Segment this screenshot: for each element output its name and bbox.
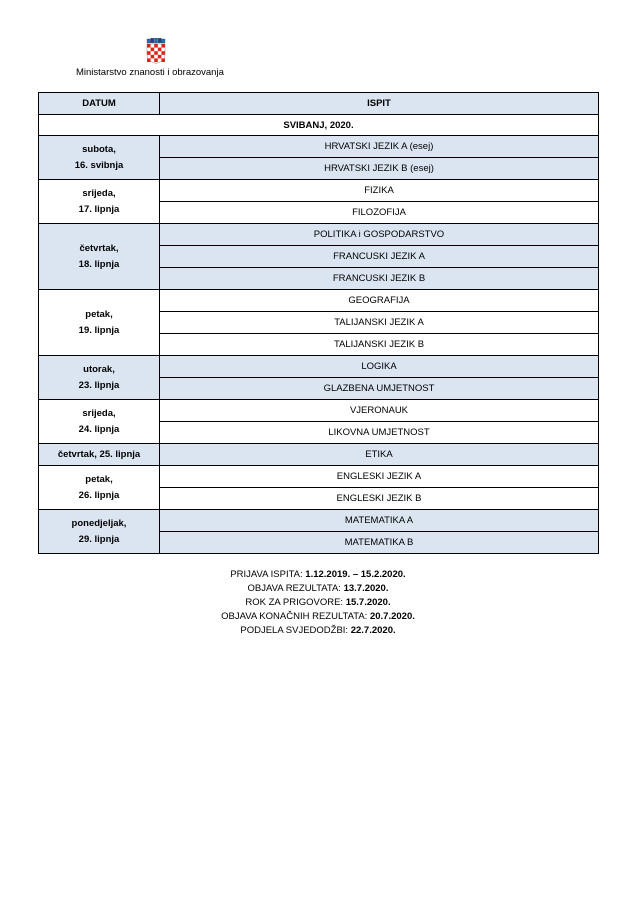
exam-subject: POLITIKA i GOSPODARSTVO: [160, 224, 599, 246]
exam-day: subota,: [82, 143, 116, 155]
info-label: ROK ZA PRIGOVORE:: [245, 597, 346, 608]
exam-date: 23. lipnja: [78, 379, 120, 391]
exam-date-cell: [39, 510, 160, 554]
exam-subject: LIKOVNA UMJETNOST: [160, 422, 599, 444]
exam-day: petak,: [85, 308, 113, 320]
exam-subject: FILOZOFIJA: [160, 202, 599, 224]
exam-subject: FRANCUSKI JEZIK A: [160, 246, 599, 268]
exam-date-cell: [39, 180, 160, 224]
exam-date: 29. lipnja: [78, 533, 120, 545]
column-header-date: DATUM: [39, 93, 160, 115]
exam-date-cell: [39, 444, 160, 466]
table-row: [39, 400, 599, 422]
table-row: [39, 444, 599, 466]
info-value: 1.12.2019. – 15.2.2020.: [305, 569, 406, 580]
info-line: [0, 582, 636, 596]
info-value: 13.7.2020.: [343, 583, 389, 594]
exam-subject: FRANCUSKI JEZIK B: [160, 268, 599, 290]
info-line: [0, 624, 636, 638]
exam-day: četvrtak,: [79, 242, 119, 254]
exam-subject: MATEMATIKA A: [160, 510, 599, 532]
exam-date: 26. lipnja: [78, 489, 120, 501]
exam-date-cell: [39, 136, 160, 180]
exam-date-cell: [39, 224, 160, 290]
table-row: [39, 356, 599, 378]
info-line: [0, 610, 636, 624]
exam-day: petak,: [85, 473, 113, 485]
table-row: [39, 224, 599, 246]
exam-subject: ETIKA: [160, 444, 599, 466]
column-header-exam: ISPIT: [160, 93, 599, 115]
table-row: [39, 136, 599, 158]
exam-subject: LOGIKA: [160, 356, 599, 378]
info-label: OBJAVA REZULTATA:: [247, 583, 344, 594]
exam-subject: TALIJANSKI JEZIK A: [160, 312, 599, 334]
exam-subject: FIZIKA: [160, 180, 599, 202]
croatian-coat-of-arms-icon: [146, 38, 166, 64]
exam-day: četvrtak, 25. lipnja: [57, 448, 141, 460]
exam-subject: MATEMATIKA B: [160, 532, 599, 554]
exam-subject: TALIJANSKI JEZIK B: [160, 334, 599, 356]
table-row: [39, 466, 599, 488]
info-value: 20.7.2020.: [369, 611, 415, 622]
exam-day: utorak,: [83, 363, 115, 375]
exam-subject: HRVATSKI JEZIK B (esej): [160, 158, 599, 180]
exam-date: 19. lipnja: [78, 324, 120, 336]
month-heading: SVIBANJ, 2020.: [39, 115, 599, 136]
exam-date-cell: [39, 400, 160, 444]
ministry-name: Ministarstvo znanosti i obrazovanja: [76, 67, 224, 78]
exam-subject: HRVATSKI JEZIK A (esej): [160, 136, 599, 158]
exam-subject: ENGLESKI JEZIK A: [160, 466, 599, 488]
exam-subject: GLAZBENA UMJETNOST: [160, 378, 599, 400]
exam-date: 18. lipnja: [78, 258, 120, 270]
info-label: OBJAVA KONAČNIH REZULTATA:: [221, 611, 370, 622]
exam-subject: VJERONAUK: [160, 400, 599, 422]
exam-schedule-table: [38, 92, 599, 554]
info-value: 22.7.2020.: [350, 625, 396, 636]
table-row: [39, 180, 599, 202]
info-value: 15.7.2020.: [345, 597, 391, 608]
exam-date: 24. lipnja: [78, 423, 120, 435]
table-row: [39, 510, 599, 532]
exam-date: 16. svibnja: [74, 159, 124, 171]
exam-subject: ENGLESKI JEZIK B: [160, 488, 599, 510]
exam-day: ponedjeljak,: [71, 517, 127, 529]
exam-day: srijeda,: [82, 187, 116, 199]
info-label: PRIJAVA ISPITA:: [230, 569, 306, 580]
info-line: [0, 568, 636, 582]
table-row: [39, 290, 599, 312]
exam-subject: GEOGRAFIJA: [160, 290, 599, 312]
info-label: PODJELA SVJEDODŽBI:: [240, 625, 351, 636]
exam-date-cell: [39, 290, 160, 356]
info-line: [0, 596, 636, 610]
exam-date: 17. lipnja: [78, 203, 120, 215]
exam-day: srijeda,: [82, 407, 116, 419]
exam-date-cell: [39, 356, 160, 400]
exam-date-cell: [39, 466, 160, 510]
important-dates: [0, 568, 636, 638]
